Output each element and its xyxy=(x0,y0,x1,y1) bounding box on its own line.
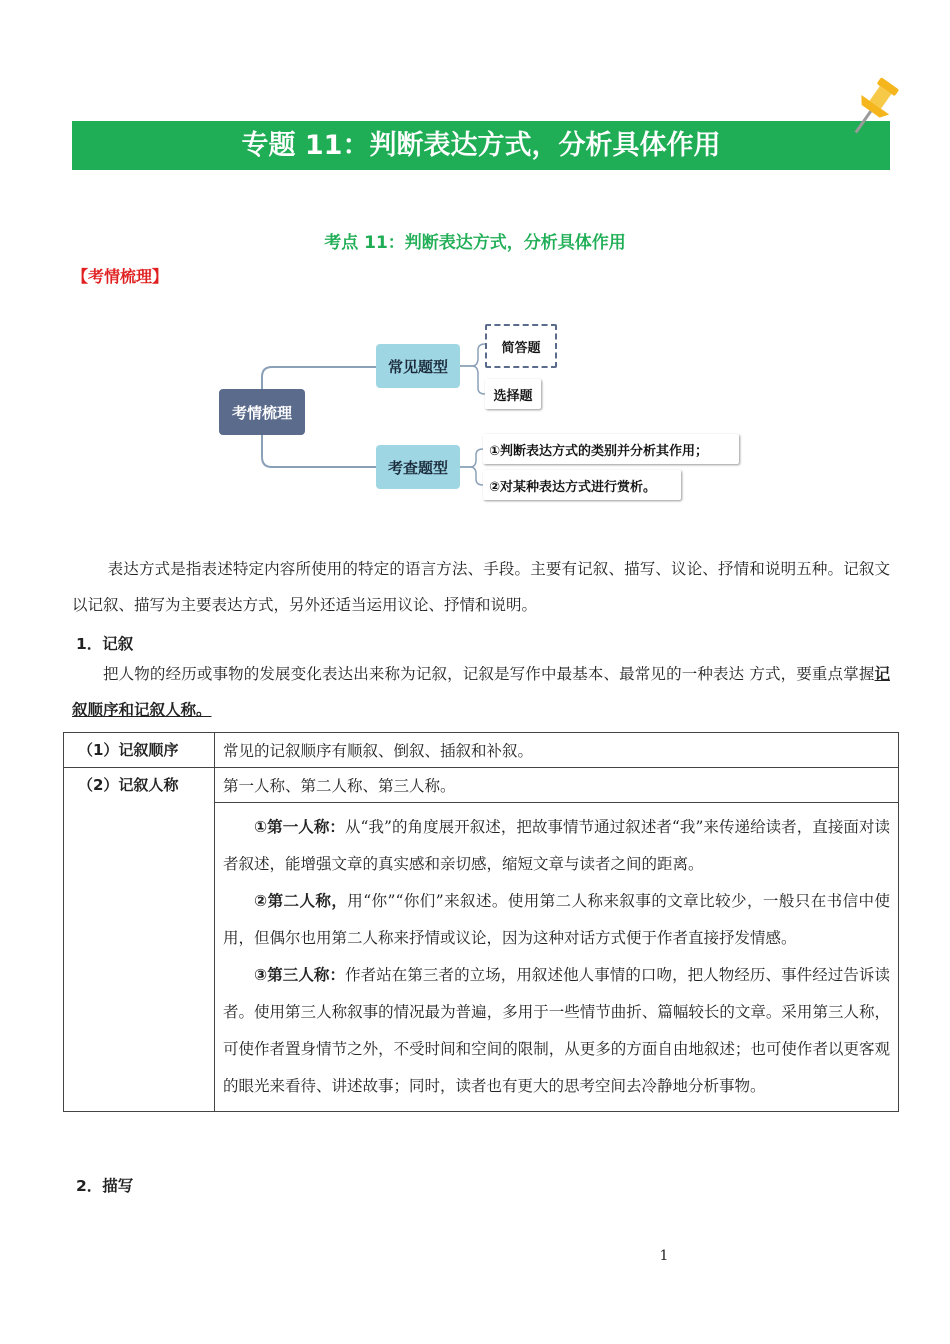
third-person-text: 作者站在第三者的立场，用叙述他人事情的口吻，把人物经历、事件经过告诉读者。使用第三人称叙事的情况最为普遍，多用于一些情节曲折、篇幅较长的文章。采用第三人称，可使作者置身情节之外，不受时间和空间的限制，从更多的方面自由地叙述；也可使作者以更客观的眼光来看待、讲述故事；同时，读者也有更大的思考空间去冷静地分析事物。 xyxy=(223,966,890,1095)
first-person-paragraph xyxy=(223,809,890,883)
mind-map-leaf: 简答题 xyxy=(485,324,557,368)
second-person-text: 用“你”“你们”来叙述。使用第二人称来叙事的文章比较少，一般只在书信中使用，但偶尔也用第二人称来抒情或议论，因为这种对话方式便于作者直接抒发情感。 xyxy=(223,892,891,947)
mind-map-branch-exam-types: 考查题型 xyxy=(376,445,460,489)
intro-paragraph: 表达方式是指表述特定内容所使用的特定的语言方法、手段。主要有记叙、描写、议论、抒情和说明五种。记叙文以记叙、描写为主要表达方式，另外还适当运用议论、抒情和说明。 xyxy=(72,560,890,614)
mind-map-branch-common-types: 常见题型 xyxy=(376,344,460,388)
section-heading-narration: 1．记叙 xyxy=(76,635,134,653)
third-person-paragraph xyxy=(223,957,890,1105)
page-number: 1 xyxy=(659,1248,669,1264)
exam-point-subtitle: 考点 11：判断表达方式，分析具体作用 xyxy=(324,233,626,253)
pushpin-icon xyxy=(842,74,904,142)
section-heading-description: 2．描写 xyxy=(76,1177,134,1195)
first-person-text: 从“我”的角度展开叙述，把故事情节通过叙述者“我”来传递给读者，直接面对读者叙述，能增强文章的真实感和亲切感，缩短文章与读者之间的距离。 xyxy=(223,818,890,873)
table-row xyxy=(64,733,899,768)
mind-map-root: 考情梳理 xyxy=(219,389,305,435)
table-cell-value: 常见的记叙顺序有顺叙、倒叙、插叙和补叙。 xyxy=(215,733,899,768)
third-person-label: ③第三人称： xyxy=(254,966,346,984)
table-cell-label: （2）记叙人称 xyxy=(64,768,215,1112)
person-details-cell xyxy=(215,803,899,1112)
mind-map xyxy=(210,312,750,532)
narration-paragraph xyxy=(72,656,890,728)
mind-map-leaf: ①判断表达方式的类别并分析其作用； xyxy=(483,434,739,464)
narration-text: 把人物的经历或事物的发展变化表达出来称为记叙，记叙是写作中最基本、最常见的一种表达 方式，要重点掌握 xyxy=(103,665,875,683)
page-title-banner: 专题 11：判断表达方式，分析具体作用 xyxy=(72,121,890,170)
second-person-label: ②第二人称， xyxy=(254,892,348,910)
table-cell-value: 第一人称、第二人称、第三人称。 xyxy=(215,768,899,803)
second-person-paragraph xyxy=(223,883,890,957)
section-tag: 【考情梳理】 xyxy=(72,267,169,286)
table-row xyxy=(64,768,899,803)
narration-emphasis: 记叙顺序和记叙人称。 xyxy=(72,665,890,719)
table-cell-label: （1）记叙顺序 xyxy=(64,733,215,768)
narration-table xyxy=(63,732,899,1112)
mind-map-leaf: 选择题 xyxy=(485,379,541,409)
first-person-label: ①第一人称： xyxy=(254,818,345,836)
mind-map-leaf: ②对某种表达方式进行赏析。 xyxy=(483,470,681,500)
